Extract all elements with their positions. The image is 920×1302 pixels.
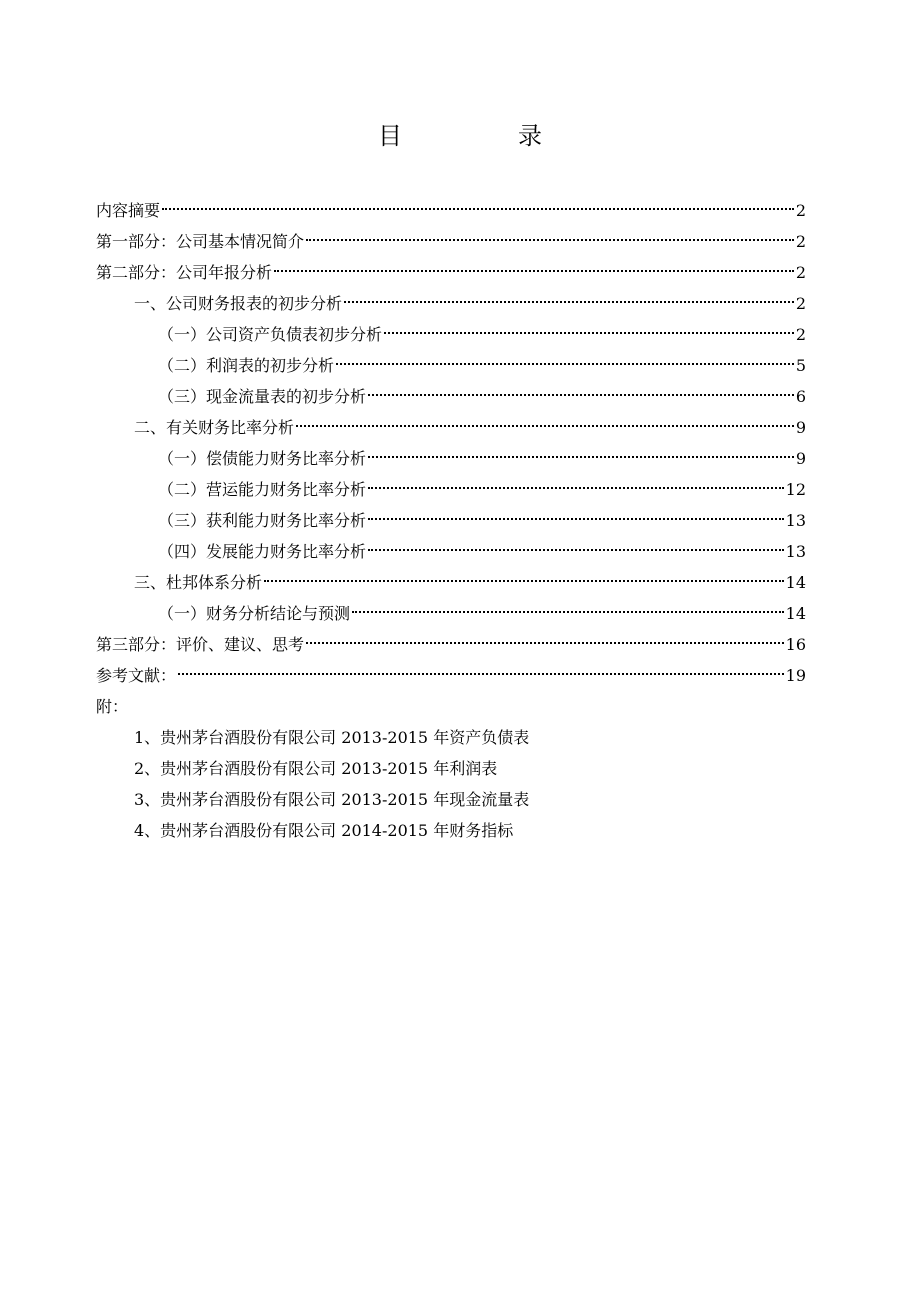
toc-dot-leader [368,549,784,551]
toc-entry-label: （一）偿债能力财务比率分析 [158,449,367,468]
toc-entry[interactable] [96,195,806,226]
toc-entry-label: （三）获利能力财务比率分析 [158,511,367,530]
toc-dot-leader [344,301,794,303]
toc-dot-leader [368,518,784,520]
toc-entry[interactable] [96,660,806,691]
toc-entry[interactable] [96,505,806,536]
toc-entry-page: 6 [795,387,806,406]
toc-entry[interactable] [96,350,806,381]
toc-entry-page: 16 [785,635,806,654]
toc-dot-leader [368,487,784,489]
toc-entry[interactable] [96,381,806,412]
toc-entry-page: 19 [785,666,806,685]
toc-entry-label: 内容摘要 [96,201,161,220]
toc-entry-label: 一、公司财务报表的初步分析 [134,294,343,313]
toc-entry-label: （一）公司资产负债表初步分析 [158,325,383,344]
toc-dot-leader [336,363,794,365]
toc-entry-label: 第一部分：公司基本情况简介 [96,232,305,251]
toc-dot-leader [162,208,794,210]
toc-dot-leader [306,642,784,644]
toc-entry-label: （一）财务分析结论与预测 [158,604,351,623]
toc-entry-label: 三、杜邦体系分析 [134,573,263,592]
toc-dot-leader [384,332,794,334]
appendix-section [96,691,816,846]
toc-entry-page: 9 [795,418,806,437]
toc-entry-label: （三）现金流量表的初步分析 [158,387,367,406]
toc-entry-page: 2 [795,201,806,220]
toc-dot-leader [368,456,794,458]
toc-entry[interactable] [96,567,806,598]
toc-entry-label: （二）营运能力财务比率分析 [158,480,367,499]
toc-entry-page: 9 [795,449,806,468]
toc-entry[interactable] [96,412,806,443]
toc-dot-leader [352,611,784,613]
appendix-heading: 附： [96,697,129,716]
toc-dot-leader [306,239,794,241]
toc-entry-page: 2 [795,325,806,344]
toc-entry[interactable] [96,629,806,660]
toc-entry-page: 2 [795,294,806,313]
toc-entry-label: （二）利润表的初步分析 [158,356,335,375]
table-of-contents [96,195,806,691]
toc-entry-page: 2 [795,232,806,251]
toc-entry-page: 14 [785,604,806,623]
toc-entry[interactable] [96,598,806,629]
toc-entry-label: 第三部分：评价、建议、思考 [96,635,305,654]
toc-entry[interactable] [96,443,806,474]
appendix-item: 2、贵州茅台酒股份有限公司 2013-2015 年利润表 [134,759,498,778]
appendix-item: 3、贵州茅台酒股份有限公司 2013-2015 年现金流量表 [134,790,530,809]
toc-entry[interactable] [96,226,806,257]
appendix-item: 1、贵州茅台酒股份有限公司 2013-2015 年资产负债表 [134,728,530,747]
toc-entry[interactable] [96,288,806,319]
toc-dot-leader [178,673,784,675]
toc-dot-leader [274,270,794,272]
toc-entry-page: 13 [785,511,806,530]
toc-entry-page: 13 [785,542,806,561]
toc-entry-page: 5 [795,356,806,375]
toc-dot-leader [264,580,784,582]
toc-entry-label: 参考文献： [96,666,177,685]
toc-entry[interactable] [96,257,806,288]
toc-dot-leader [296,425,794,427]
toc-entry-page: 14 [785,573,806,592]
toc-entry-label: （四）发展能力财务比率分析 [158,542,367,561]
toc-entry[interactable] [96,319,806,350]
toc-entry-label: 二、有关财务比率分析 [134,418,295,437]
toc-entry[interactable] [96,536,806,567]
toc-dot-leader [368,394,794,396]
page-title: 目 录 [378,122,588,150]
toc-entry-page: 2 [795,263,806,282]
appendix-item: 4、贵州茅台酒股份有限公司 2014-2015 年财务指标 [134,821,514,840]
toc-entry[interactable] [96,474,806,505]
toc-entry-label: 第二部分：公司年报分析 [96,263,273,282]
toc-entry-page: 12 [785,480,806,499]
